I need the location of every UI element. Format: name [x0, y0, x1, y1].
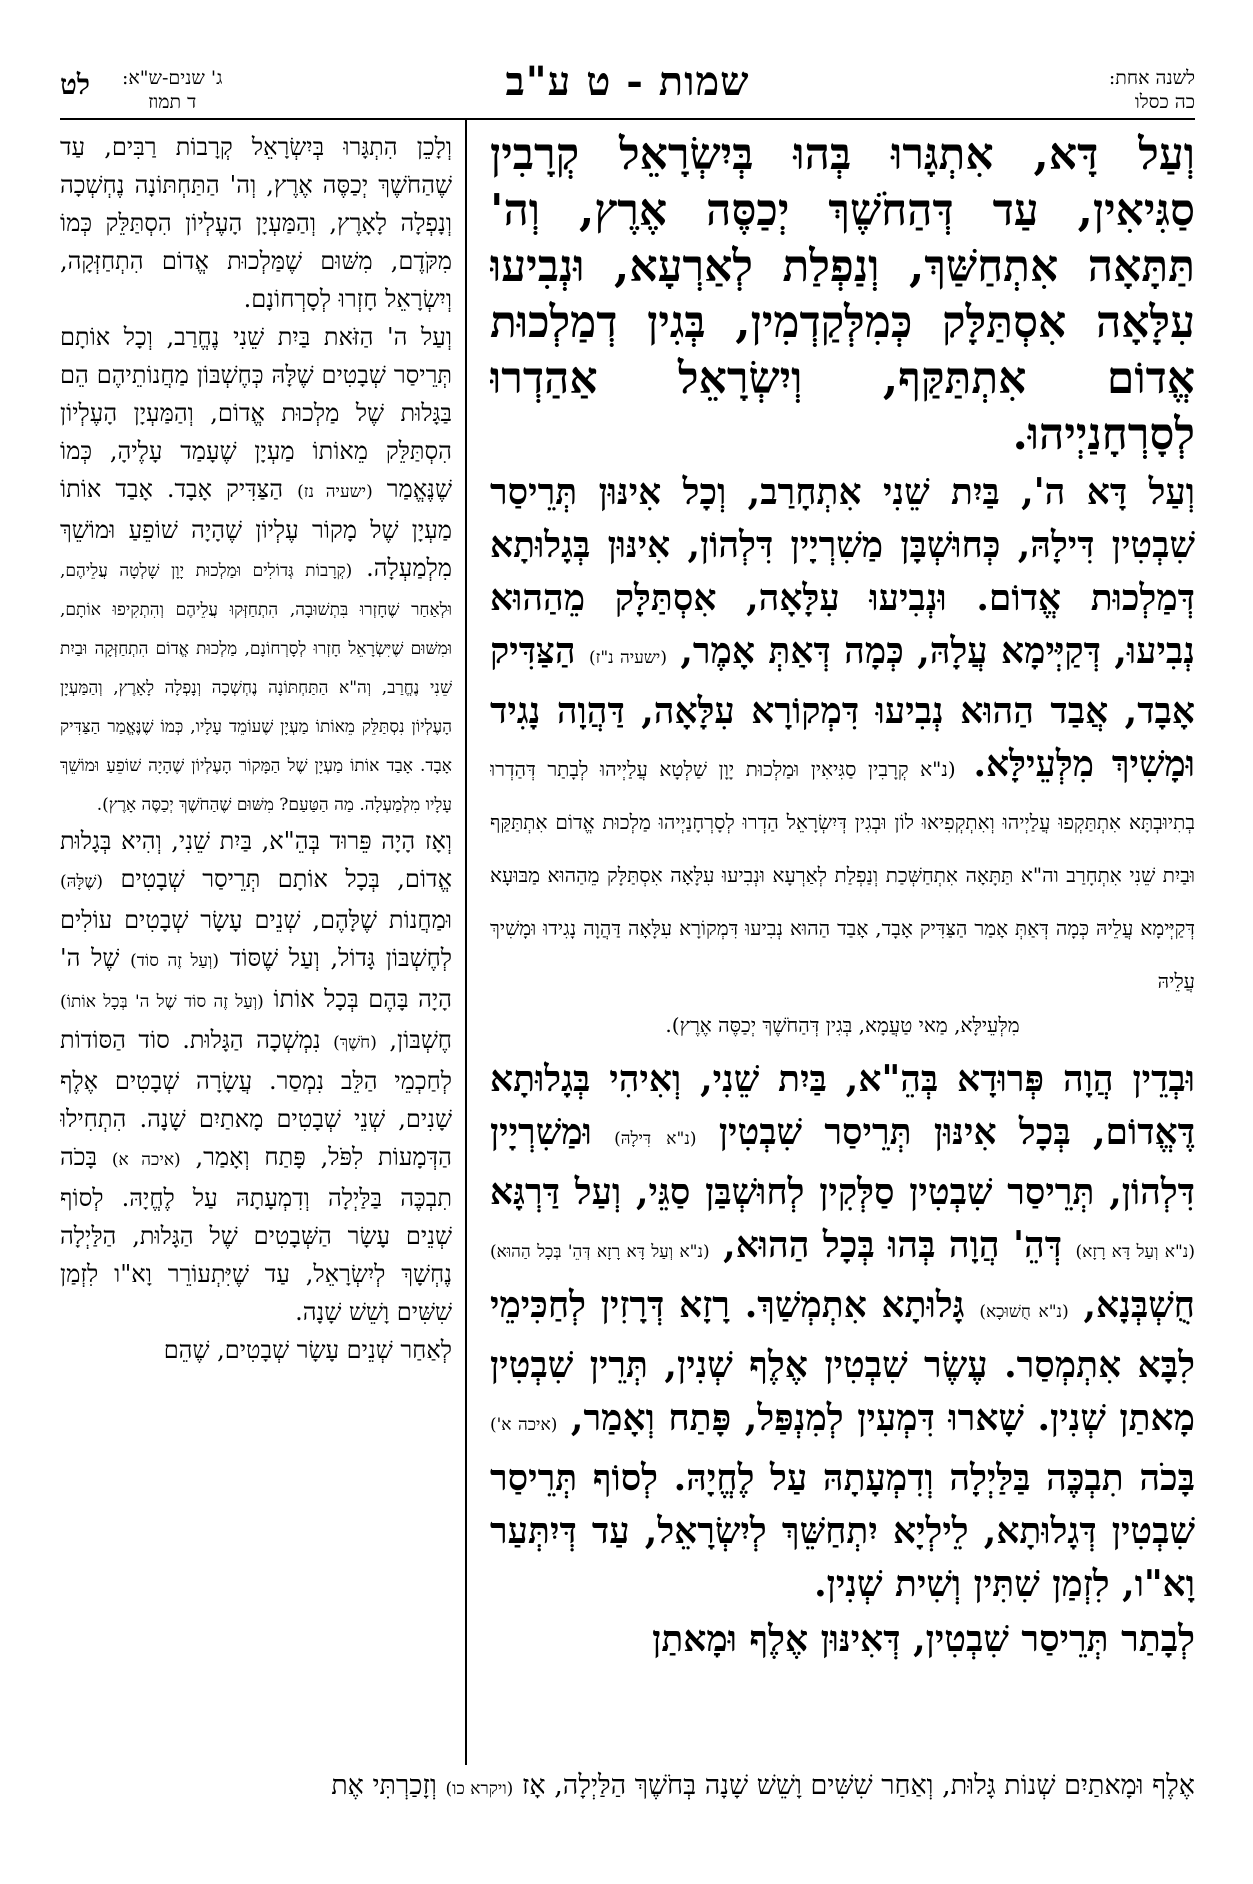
translation-text: בָּכֹה תִבְכֶּה בַּלַּיְלָה וְדִמְעָתָהּ עַל לֶחֱיָהּ. לְסוֹף שְׁנֵים עָשָׂר הַשְּׁבָטִים שֶׁל הַגָּלוּת, הַלַּיְלָה נֶחְשָׁךְ לְיִשְׂרָאֵל, עַד שֶׁיִּתְעוֹרֵר וָא"ו לִזְמַן שִׁשִּׁים וָשֵׁשׁ שָׁנָה. [60, 1143, 452, 1326]
main-paragraph-text: וּמַשִׁרְיָין דִּלְהוֹן, תְּרֵיסַר שִׁבְטִין סַלְּקִין לְחוּשְׁבַּן סַגֵּי, וְעַל דַּרְגָּא [490, 1111, 1195, 1213]
main-paragraph-text: לְבָתַר תְּרֵיסַר שִׁבְטִין, דְּאִינּוּן אֶלֶף וּמָאתַן [652, 1618, 1195, 1660]
source-reference: (איכה א) [111, 1150, 181, 1170]
translation-paragraph: וְלָכֵן הִתְגָּרוּ בְּיִשְׂרָאֵל קְרָבוֹת רַבִּים, עַד שֶׁהַחֹשֶׁךְ יְכַסֶּה אֶרֶץ, וְה' הַתַּחְתּוֹנָה נֶחְשְׁכָה וְנָפְלָה לָאָרֶץ, וְהַמַּעְיָן הָעֶלְיוֹן הִסְתַּלֵּק כְּמוֹ מִקֹּדֶם, מִשּׁוּם שֶׁמַּלְכוּת אֱדוֹם הִתְחַזְּקָה, וְיִשְׂרָאֵל חָזְרוּ לְסָרְחוֹנָם. [60, 133, 452, 313]
header-schedule-label: לשנה אחת: [1108, 67, 1195, 89]
main-paragraph-text: גָּלוּתָא אִתְמְשַׁךְ. רָזָא דְּרָזִין לְחַכִּימֵי לִבָּא אִתְמְסַר. עֶשֶׂר שִׁבְטִין אֶלֶף שְׁנִין, תְּרֵין שִׁבְטִין מָאתַן שְׁנִין. שָׁארוּ דִּמְעִין לְמִנְפַּל, פָּתַח וְאָמַר, [490, 1284, 1195, 1439]
source-reference: (וְעַל זֶה סוֹד) [130, 951, 220, 971]
main-paragraph-text: דְּהֵ' הֲוָה בְּהוּ בְּכָל הַהוּא, [723, 1224, 1063, 1266]
page-header [60, 58, 1195, 118]
translation-text: וּמַחֲנוֹת שֶׁלָּהֶם, שְׁנֵים עָשָׂר שְׁבָטִים עוֹלִים לְחֶשְׁבּוֹן גָּדוֹל, וְעַל שֶׁסּוֹד [60, 906, 452, 972]
translation-paragraph: לְאַחַר שְׁנֵים עָשָׂר שְׁבָטִים, שֶׁהֵם [163, 1336, 452, 1364]
source-reference: (ישעיה נ"ז) [588, 648, 667, 668]
header-schedule-date: ד תמוז [148, 91, 197, 113]
main-text-column [490, 128, 1195, 1758]
source-reference: (איכה א') [490, 1415, 558, 1435]
main-paragraph-text: חֻשְׁבְּנָא, [1083, 1284, 1195, 1326]
translation-text: הַצַּדִּיק אָבָד. אָבַד אוֹתוֹ מַעְיָן שֶׁל מָקוֹר עֶלְיוֹן שֶׁהָיָה שׁוֹפֵעַ וּמוֹשֵׁךְ מִלְמַעְלָה. [60, 475, 452, 582]
translation-paragraph [60, 318, 452, 822]
source-reference: (ישעיה נז) [297, 482, 373, 502]
header-schedule-date: כה כסלו [1134, 91, 1195, 113]
main-paragraph-text: וְעַל דָּא, אִתְגָּרוּ בְּהוּ בְּיִשְׂרָאֵל קְרָבִין סַגִּיאִין, עַד דְּהַחֹשֶׁךְ יְכַסֶּה אֶרֶץ, וְה' תַּתָּאָה אִתְחַשַּׁךְ, וְנַפְלַת לְאַרְעָא, וּנְבִיעוּ עִלָּאָה אִסְתַּלָּק כְּמִלְּקַדְמִין, בְּגִין דְמַלְכוּת אֱדוֹם אִתְתַּקַּף, וְיִשְׂרָאֵל אַהַדְרוּ לְסָרְחָנַיְיהוּ. [490, 129, 1195, 460]
bottom-text: אֶלֶף וּמָאתַיִם שְׁנוֹת גָּלוּת, וְאַחַר שִׁשִּׁים וָשֵׁשׁ שָׁנָה בְּחֹשֶׁךְ הַלַּיְלָה, אָז [521, 1770, 1195, 1801]
source-reference: (וְעַל זֶה סוֹד שֶׁל ה' בְּכָל אוֹתוֹ) [60, 992, 264, 1012]
translation-text: נִמְשְׁכָה הַגָּלוּת. סוֹד הַסּוֹדוֹת לְחַכְמֵי הַלֵּב נִמְסַר. עֲשָׂרָה שְׁבָטִים אֶלֶף שָׁנִים, שְׁנֵי שְׁבָטִים מָאתַיִם שָׁנָה. הִתְחִילוּ הַדְּמָעוֹת לִפֹּל, פָּתַח וְאָמַר, [60, 1026, 452, 1171]
main-paragraph-text: בָּכֹה תִבְכֶּה בַּלַּיְלָה וְדִמְעָתָהּ עַל לֶחֱיָהּ. לְסוֹף תְּרֵיסַר שִׁבְטִין דְּגָלוּתָא, לֵילְיָא יִתְחַשֵּׁךְ לְיִשְׂרָאֵל, עַד דְּיִתְּעַר וָא"ו, לִזְמַן שִׁתִּין וְשִׁית שְׁנִין. [490, 1457, 1195, 1605]
translation-text: שֶׁל ה' הָיָה בָּהֶם בְּכָל אוֹתוֹ [60, 944, 452, 1013]
main-paragraph [490, 1613, 1195, 1666]
header-divider [60, 118, 1195, 120]
variant-note: (קְרָבוֹת גְּדוֹלִים וּמַלְכוּת יָוָן שָׁלְטָה עֲלֵיהֶם, וּלְאַחַר שֶׁחָזְרוּ בִּתְשׁוּבָה, הִתְחַזְּקוּ עֲלֵיהֶם וְהִתְקִיפוּ אוֹתָם, וּמִשּׁוּם שֶׁיִּשְׂרָאֵל חָזְרוּ לְסָרְחוֹנָם, מַלְכוּת אֱדוֹם הִתְחַזְּקָה וּבַיִת שֵׁנִי נֶחֱרַב, וְה"א הַתַּחְתּוֹנָה נֶחְשְׁכָה וְנָפְלָה לָאָרֶץ, וְהַמַּעְיָן הָעֶלְיוֹן נִסְתַּלֵּק מֵאוֹתוֹ מַעְיָן שֶׁעוֹמֵד עָלָיו, כְּמוֹ שֶׁנֶּאֱמַר הַצַּדִּיק אָבָד. אָבַד אוֹתוֹ מַעְיָן שֶׁל הַמָּקוֹר הָעֶלְיוֹן שֶׁהָיָה שׁוֹפֵעַ וּמוֹשֵׁךְ עָלָיו מִלְמַעְלָה. מַה הַטַּעַם? מִשּׁוּם שֶׁהַחֹשֶׁךְ יְכַסֶּה אָרֶץ). [60, 561, 452, 815]
main-paragraph-text: וְעַל דָּא ה', בַּיִת שֵׁנִי אִתְחָרַב, וְכָל אִינּוּן תְּרֵיסַר שִׁבְטִין דִּילָהּ, כְּחוּשְׁבָּן מַשִׁרְיָין דִּלְהוֹן, אִינּוּן בְּגָלוּתָא דְּמַלְכוּת אֱדוֹם. וּנְבִיעוּ עִלָּאָה, אִסְתַּלָּק מֵהַהוּא נְבִיעוּ, דְּקַיְּימָא עֲלָהּ, כְּמָה דְּאַתְּ אָמֶר, [490, 471, 1195, 672]
translation-column [60, 128, 452, 1758]
main-paragraph [490, 466, 1195, 1003]
variant-note-end: מִלְּעֵילָּא, מַאי טַעֲמָא, בְּגִין דְּהַחֹשֶׁךְ יְכַסֶּה אֶרֶץ). [665, 1013, 1020, 1037]
translation-text: חֶשְׁבּוֹן, [389, 1026, 452, 1054]
source-reference: (ויקרא כו) [445, 1779, 514, 1799]
bottom-continuation-line [60, 1766, 1195, 1809]
page-number: לט [60, 68, 91, 101]
page-title: שמות - ט ע"ב [505, 58, 750, 105]
translation-paragraph [60, 822, 452, 1331]
source-reference: (נ"א דִּילָהּ) [614, 1129, 697, 1149]
source-reference: (נ"א וְעַל דָּא רָזָא) [1075, 1242, 1195, 1262]
source-reference: (נ"א חֻשׁוּכָא) [979, 1302, 1069, 1322]
main-paragraph [490, 128, 1195, 464]
source-reference: (שֶׁלָּהּ) [60, 872, 104, 892]
main-paragraph-text: הַצַּדִּיק אָבָד, אֲבַד הַהוּא נְבִיעוּ דִּמְקוֹרָא עִלָּאָה, דַּהֲוָה נָגִיד וּמָשִׁיךְ מִלְּעֵילָּא. [490, 630, 1195, 785]
column-divider [465, 120, 467, 1765]
header-schedule-label: ג' שנים-ש"א: [122, 67, 223, 89]
bottom-text: וְזָכַרְתִּי אֶת [331, 1770, 437, 1801]
source-reference: (חֹשֶׁךְ) [333, 1033, 377, 1053]
main-paragraph [490, 1053, 1195, 1611]
main-paragraph-text: וּבְדֵין הֲוָה פְּרוּדָא בְּהֵ"א, בַּיִת שֵׁנִי, וְאִיהִי בְּגָלוּתָא דֶּאֱדוֹם, בְּכָל אִינּוּן תְּרֵיסַר שִׁבְטִין [490, 1058, 1195, 1153]
translation-text: וְאָז הָיָה פֵּרוּד בְּהֵ"א, בַּיִת שֵׁנִי, וְהִיא בְּגָלוּת אֱדוֹם, בְּכָל אוֹתָם תְּרֵיסַר שְׁבָטִים [60, 827, 452, 893]
translation-text: וְעַל ה' הַזֹּאת בַּיִת שֵׁנִי נֶחֱרַב, וְכָל אוֹתָם תְּרֵיסַר שְׁבָטִים שֶׁלָּהּ כְּחֶשְׁבּוֹן מַחֲנוֹתֵיהֶם הֵם בַּגָּלוּת שֶׁל מַלְכוּת אֱדוֹם, וְהַמַּעְיָן הָעֶלְיוֹן הִסְתַּלֵּק מֵאוֹתוֹ מַעְיָן שֶׁעָמַד עָלֶיהָ, כְּמוֹ שֶׁנֶּאֱמַר [60, 323, 452, 503]
variant-note: (נ"א קְרָבִין סַגִּיאִין וּמַלְכוּת יָוָן שַׁלְטָא עֲלַיְיהוּ לְבָתַר דְּהַדְרוּ בְתִיוּבְתָּא אִתְתַּקְפוּ עֲלַיְיהוּ וְאִתְקְפִיאוּ לוֹן וּבְגִין דְּיִשְׂרָאֵל הַדְרוּ לְסָרְחָנַיְיהוּ מַלְכוּת אֱדוֹם אִתְתַּקַּף וּבַיִת שֵׁנִי אִתְחָרַב וה"א תַּתָּאָה אִתְחַשְּׁכַת וְנַפְלַת לְאַרְעָא וּנְבִיעוּ עִלָּאָה אִסְתַּלָּק מֵהַהוּא מַבּוּעָא דְּקַיְּימָא עֲלֵיהּ כְּמָה דְּאַתְּ אָמַר הַצַּדִּיק אָבָד, אָבַד הַהוּא נְבִיעוּ דִּמְקוֹרָא עִלָּאָה דַּהֲוָה נָגִידוּ וּמָשִׁיךְ עֲלֵיהּ [490, 757, 1195, 993]
source-reference: (נ"א וְעַל דָּא רָזָא דְּהֵ' בְּכָל הַהוּא) [490, 1242, 710, 1262]
header-schedule-three-years [122, 66, 222, 114]
